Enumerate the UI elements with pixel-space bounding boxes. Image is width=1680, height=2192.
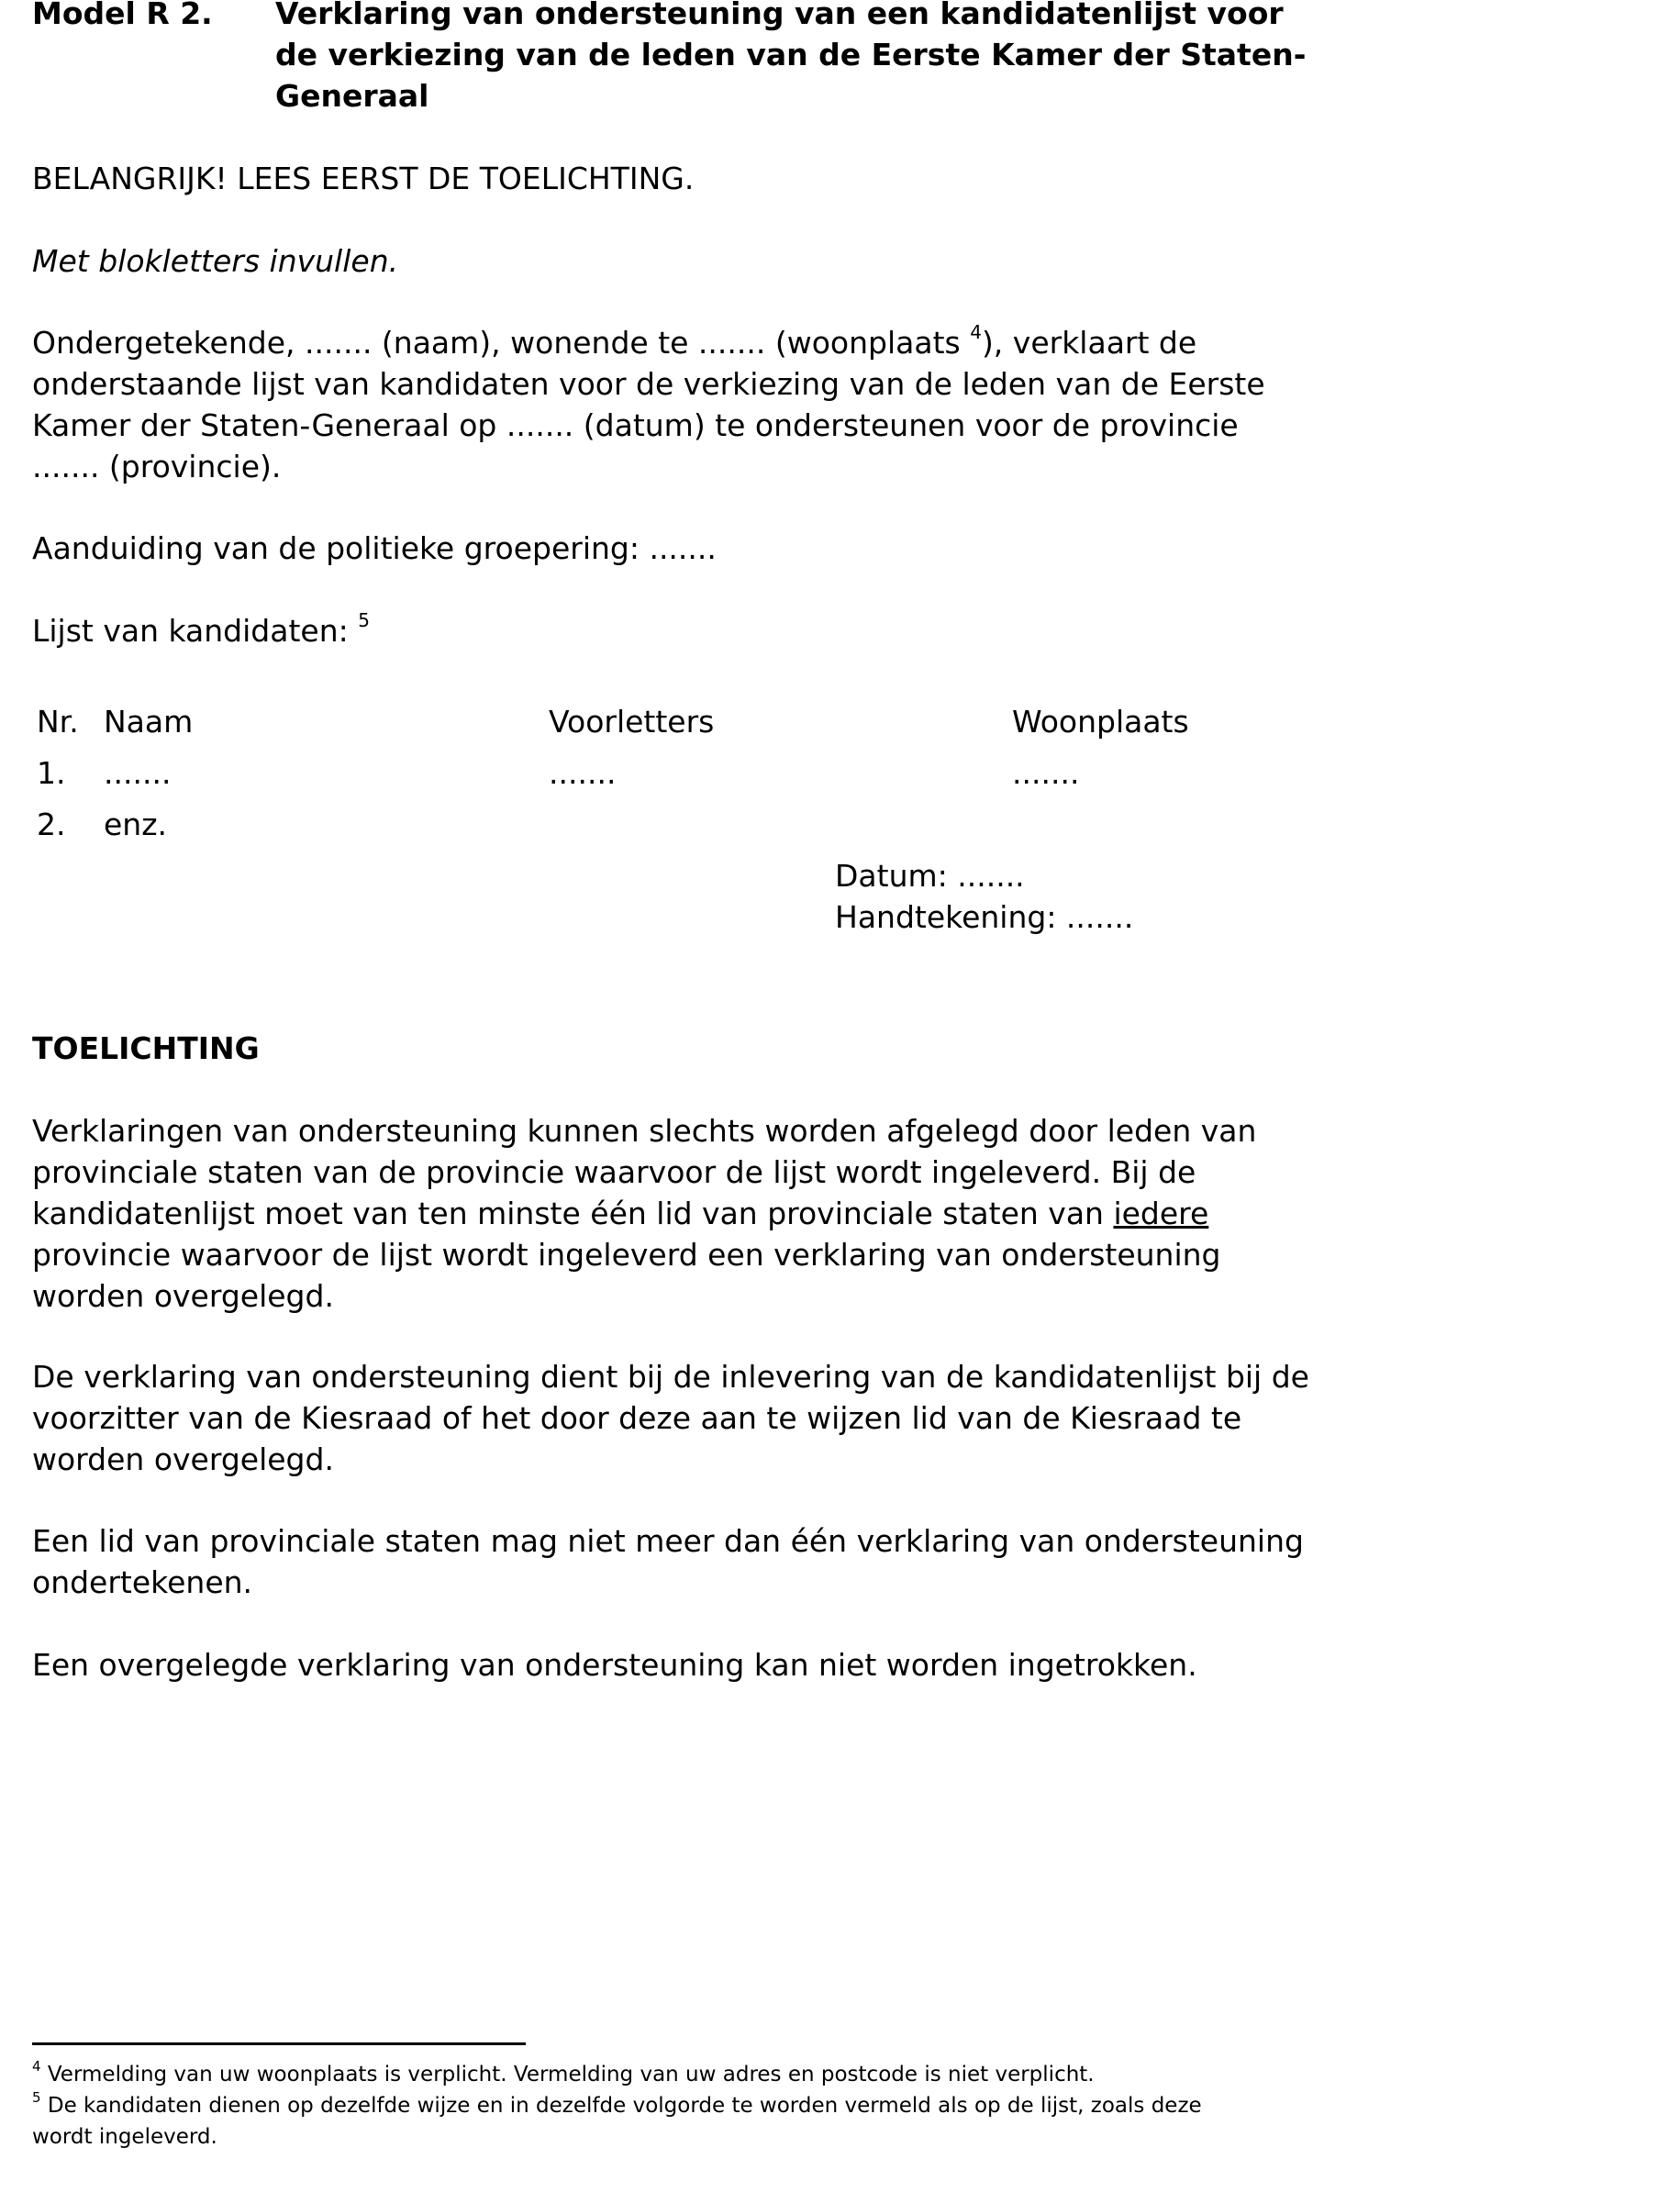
header-naam: Naam (104, 704, 194, 740)
footnote-5 (32, 2090, 1202, 2121)
signature-field: Handtekening: ....... (835, 899, 1134, 935)
row-voorletters: ....... (549, 755, 617, 791)
header-woonplaats: Woonplaats (1012, 704, 1189, 740)
explanation-paragraph-4: Een overgelegde verklaring van ondersteuning kan niet worden ingetrokken. (32, 1647, 1197, 1683)
title-line: Generaal (275, 78, 429, 114)
footnote-ref-5: 5 (358, 609, 370, 631)
paragraph-line: worden overgelegd. (32, 1441, 334, 1477)
footnote-divider (32, 2042, 526, 2045)
explanation-paragraph-3 (32, 1520, 1408, 1603)
footnote-ref-4: 4 (970, 321, 982, 343)
date-field: Datum: ....... (835, 858, 1025, 894)
footnote-number: 4 (32, 2058, 41, 2075)
paragraph-line: Verklaringen van ondersteuning kunnen slechts worden afgelegd door leden van (32, 1113, 1257, 1149)
header-voorletters: Voorletters (549, 704, 715, 740)
paragraph-line: provinciale staten van de provincie waarvoor de lijst wordt ingeleverd. Bij de (32, 1154, 1196, 1190)
header-nr: Nr. (37, 704, 79, 740)
important-notice: BELANGRIJK! LEES EERST DE TOELICHTING. (32, 161, 695, 196)
fill-instruction: Met blokletters invullen. (32, 243, 399, 279)
declaration-line: onderstaande lijst van kandidaten voor de verkiezing van de leden van de Eerste (32, 366, 1265, 402)
explanation-paragraph-2 (32, 1356, 1408, 1480)
paragraph-line: provincie waarvoor de lijst wordt ingeleverd een verklaring van ondersteuning (32, 1237, 1221, 1273)
row-woonplaats: ....... (1012, 755, 1080, 791)
explanation-heading: TOELICHTING (32, 1030, 260, 1066)
paragraph-text: kandidatenlijst moet van ten minste één lid van provinciale staten van (32, 1196, 1114, 1231)
model-label: Model R 2. (32, 0, 213, 31)
candidate-list-label (32, 610, 370, 651)
declaration-line: ....... (provincie). (32, 449, 282, 484)
footnote-text: Vermelding van uw woonplaats is verplicht. Vermelding van uw adres en postcode is niet verplicht. (40, 2063, 1095, 2086)
document-title (275, 0, 1376, 117)
declaration-paragraph (32, 322, 1408, 487)
title-line: de verkiezing van de leden van de Eerste Kamer der Staten- (275, 37, 1307, 72)
emphasis-iedere: iedere (1113, 1196, 1209, 1231)
title-line: Verklaring van ondersteuning van een kandidatenlijst voor (275, 0, 1284, 31)
paragraph-line: worden overgelegd. (32, 1278, 334, 1314)
declaration-line (32, 322, 1408, 363)
footnote-4 (32, 2059, 1095, 2090)
paragraph-line: Een lid van provinciale staten mag niet meer dan één verklaring van ondersteuning (32, 1523, 1304, 1559)
party-designation: Aanduiding van de politieke groepering: ....... (32, 530, 717, 566)
paragraph-line: voorzitter van de Kiesraad of het door deze aan te wijzen lid van de Kiesraad te (32, 1400, 1242, 1436)
row-number: 1. (37, 755, 66, 791)
candidate-list-label-text: Lijst van kandidaten: (32, 613, 359, 649)
row-naam: enz. (104, 807, 168, 842)
paragraph-line (32, 1193, 1408, 1234)
footnote-text: De kandidaten dienen op dezelfde wijze en in dezelfde volgorde te worden vermeld als op de lijst, zoals deze (40, 2094, 1202, 2118)
explanation-paragraph-1 (32, 1110, 1408, 1317)
declaration-text: Ondergetekende, ....... (naam), wonende te ....... (woonplaats (32, 325, 971, 361)
paragraph-line: De verklaring van ondersteuning dient bij de inlevering van de kandidatenlijst bij de (32, 1359, 1309, 1395)
declaration-line: Kamer der Staten-Generaal op ....... (datum) te ondersteunen voor de provincie (32, 407, 1239, 443)
row-number: 2. (37, 807, 66, 842)
footnote-number: 5 (32, 2089, 41, 2107)
declaration-text: ), verklaart de (981, 325, 1197, 361)
row-naam: ....... (104, 755, 172, 791)
footnote-5-continued: wordt ingeleverd. (32, 2125, 217, 2149)
paragraph-line: ondertekenen. (32, 1564, 253, 1600)
